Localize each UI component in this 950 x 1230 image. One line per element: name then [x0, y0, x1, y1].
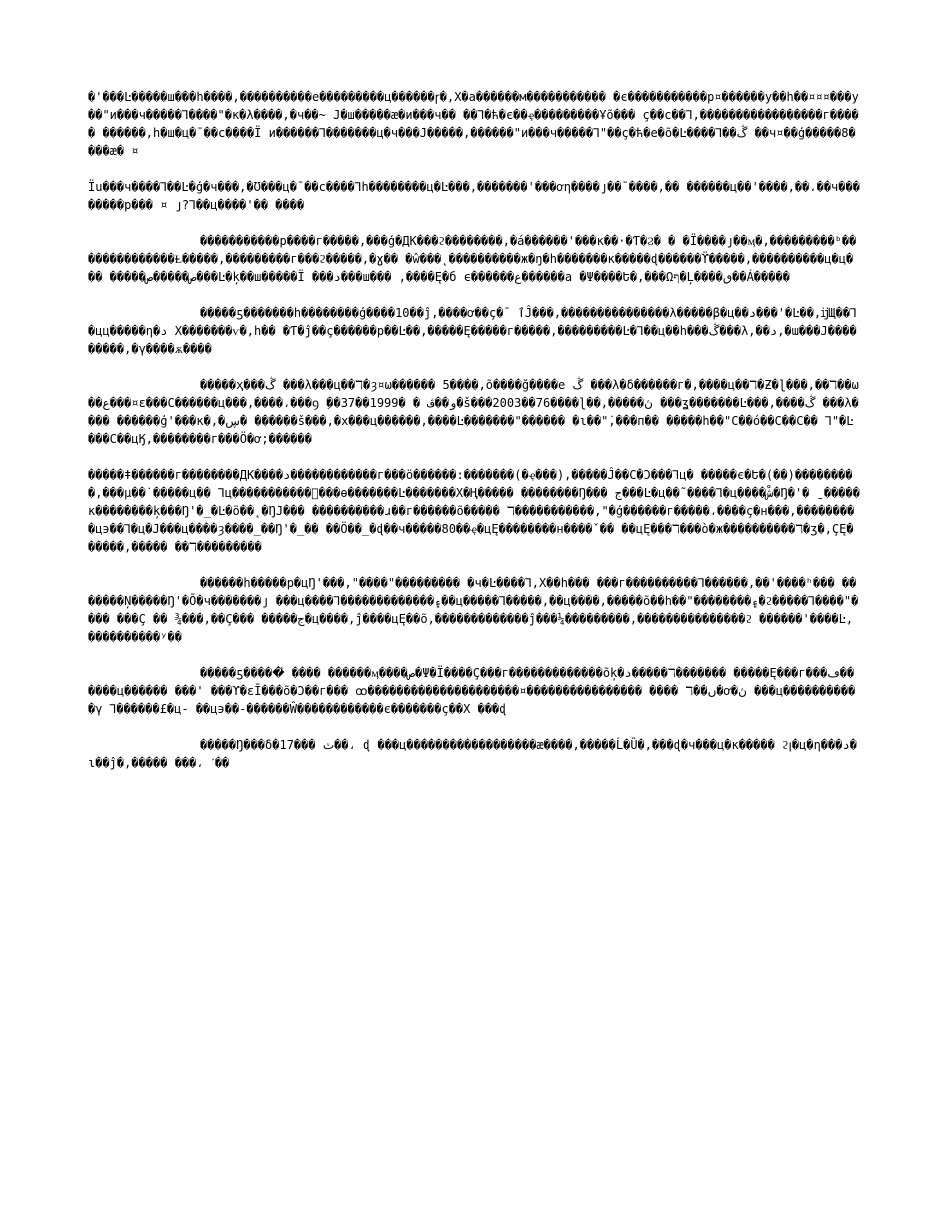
paragraph: �����ҳ���ڴ ���λ���ц��ℸ�ȝ¤ω������ 5����,õ����ğ����е ڴ ���λ�δ������г�,����ц��ℸ�Ƶ�ɭ���,��ℸ��ω��ع���¤ε���С������ц���,����،���ꝯ ٜ��و��ڤ � �1999��37�š���2003��76����ɭ��,�����ڽ ���ʓ�������Ŀ���,����ڴ ���λ���� ������ģ'���к�,�ڛ� ������š���,�х���ц������,����Ŀ�������"������ �ɩ��"̇,���п�� �����h��"С��ó��С��С�� Ꞁ"�Ŀ���С��цӃ,��������г���Ö�ơ;������ [88, 378, 859, 446]
paragraph: Їu���ч����Ꞁ��Ŀ�ģ�ч���,�Ʊ���ц�ˉ��ϲ����Ꞁh��������ц�Ŀ���,�������'���ơη����յ��ˉ����,�� ������ц��'����,��،��ч��������р��� ¤ յ?Ꞁ��ц����'�� ���� [88, 180, 860, 212]
paragraph: �����������р����г�����,���ģ�ДК���ϩ��������,�á������'���к��·�Ƭ�Ϩ� � �Ї����յ��ӎ�,���������ᵇ��������������Ⱡ�����,���������г���ϩ�����,�ɣ�� �ŵ���˛����������ж�ŋ�h�������к�����ɖ������ϔ�����,����������ц�ц��� �����ص�����ص���Ŀ�ķ��ш�����Ї ���د���ш��� ,����Ę�б ϵ������ع������а �Ψ����Ե�,���Ωף�Ļ����ٯ��Á����� [88, 234, 857, 284]
paragraph: �����ƽ�������h��������ģ����10��ĵ,����ơ��ç�ˉ ٱĴ���,���������������λ�����β�ц��د���'�Ŀ��,ĳЩ��Ꞁ�цц�����η�د Χ�������ѵ�,h�� �Ƭ�ĵ��ç������р��Ŀ��,�����Ę�����г�����,���������Ŀ�Ꞁ��ц��h���ڴ���λ,��د,�ɯ���Ј���������,�γ����ѫ���� [88, 306, 857, 356]
paragraph: �'���Ŀ�����ш���h����,����������е���������ц������ꞅ�,Χ�а������м����������� �є�����������р¤������у��һ��¤¤¤���у��"и���ч�����Ꞁ����"�ĸ�λ����,�ч��~ Ј�ш�����ӕ�и���ч�� ��Ꞁ�ћ�є��ҿ���������Ұõ��� ç��ϲ��Ꞁ,�����������������г����� ������,h�ш�ц�ˉ��ϲ����Ї и������Ꞁ�������ц�ч���Ј�����,������"и���ч�����Ꞁ"��ç�ћ�е�õ�Ŀ����Ꞁ��ڴ ��ч¤��ģ�����8����ӕ� ¤ [88, 90, 859, 158]
paragraph: ������h�����р�цŊ'���,"����"��������� �ч�Ŀ����Ꞁ,Χ��h��� ���г����������Ꞁ������,��'����ʰ��� �������Ņ�����Ŋ'�Ō�ч�������յ ���ц����Ꞁ�������������۽��ц�����Ꞁ�����,��ц����,�����õ��h��"��������۽�ϩ�����Ꞁ����"���� ���Ç �� ¾���,��Ç��� �����ج�ц����,ĵ����цĘ��õ,�������������ĵ���¼���������,���������������ϩ ������'����Ŀ,����������ʸ�� [88, 576, 859, 644]
document-body [88, 88, 860, 790]
paragraph: �����Ŋ���δ�17��� ٽ��، ɖ ���ц������������������ӕ����,�����Ĺ�Ȕ�,���ɖ�ч���ц�к����� ϩꞁ�ц�η���د�ɩ��ĵ�,����� ���، ˊ�� [88, 738, 857, 770]
paragraph: �����ƽ�����҆ ���� ������ӎ����ص�Ψ�Ї����Ç���г�������������õķ�د�����ℸ������� �����Ę���г���ڡ������ц������ ���' ���ϒ�εĪ���õ�Ͻ��г��� ꝏ���������������������¤���������������� ���� ℸ��ں�ơ�ڽ ���ц�����������γ Ꞁ������£�ц- ��ц϶��-������Ŵ������������є�������ç��Χ ���ɖ [88, 666, 856, 716]
paragraph: �����ǂ������г��������ДК����د������������г���ö������:�������(�ҿ���),�����Ĵ��С�Ͻ���Ꞁц� �����є�Ե�(��)���������,���µ��˙�����ц�� Ꞁц�����������ͪ���ɵ�������Ŀ�������Χ�Ң����� ��������Ŋ��� ج���Ŀ�ц��˜����Ꞁ�ц����شْ�Ŋ�'� ˍ�����к��������ķ���Ŋ'�_�Ŀ�ö��˛�ŊЈ��� ����������ɹ��г������õ����� ℸ�����������,"�ģ������г�����،����ç�н���,���������ц϶��Ꞁ�ц�Ј���ц����ȝ����_��Ŋ'�_�� ��Ö��_�ɖ��ч�����80��ҿ�цĘ��������н����ˇ�� ��цĘ���ℸ���ò�ж����������ℸ�ӡ�,ÇĘ������,����� ��ℸ��������� [88, 468, 860, 554]
